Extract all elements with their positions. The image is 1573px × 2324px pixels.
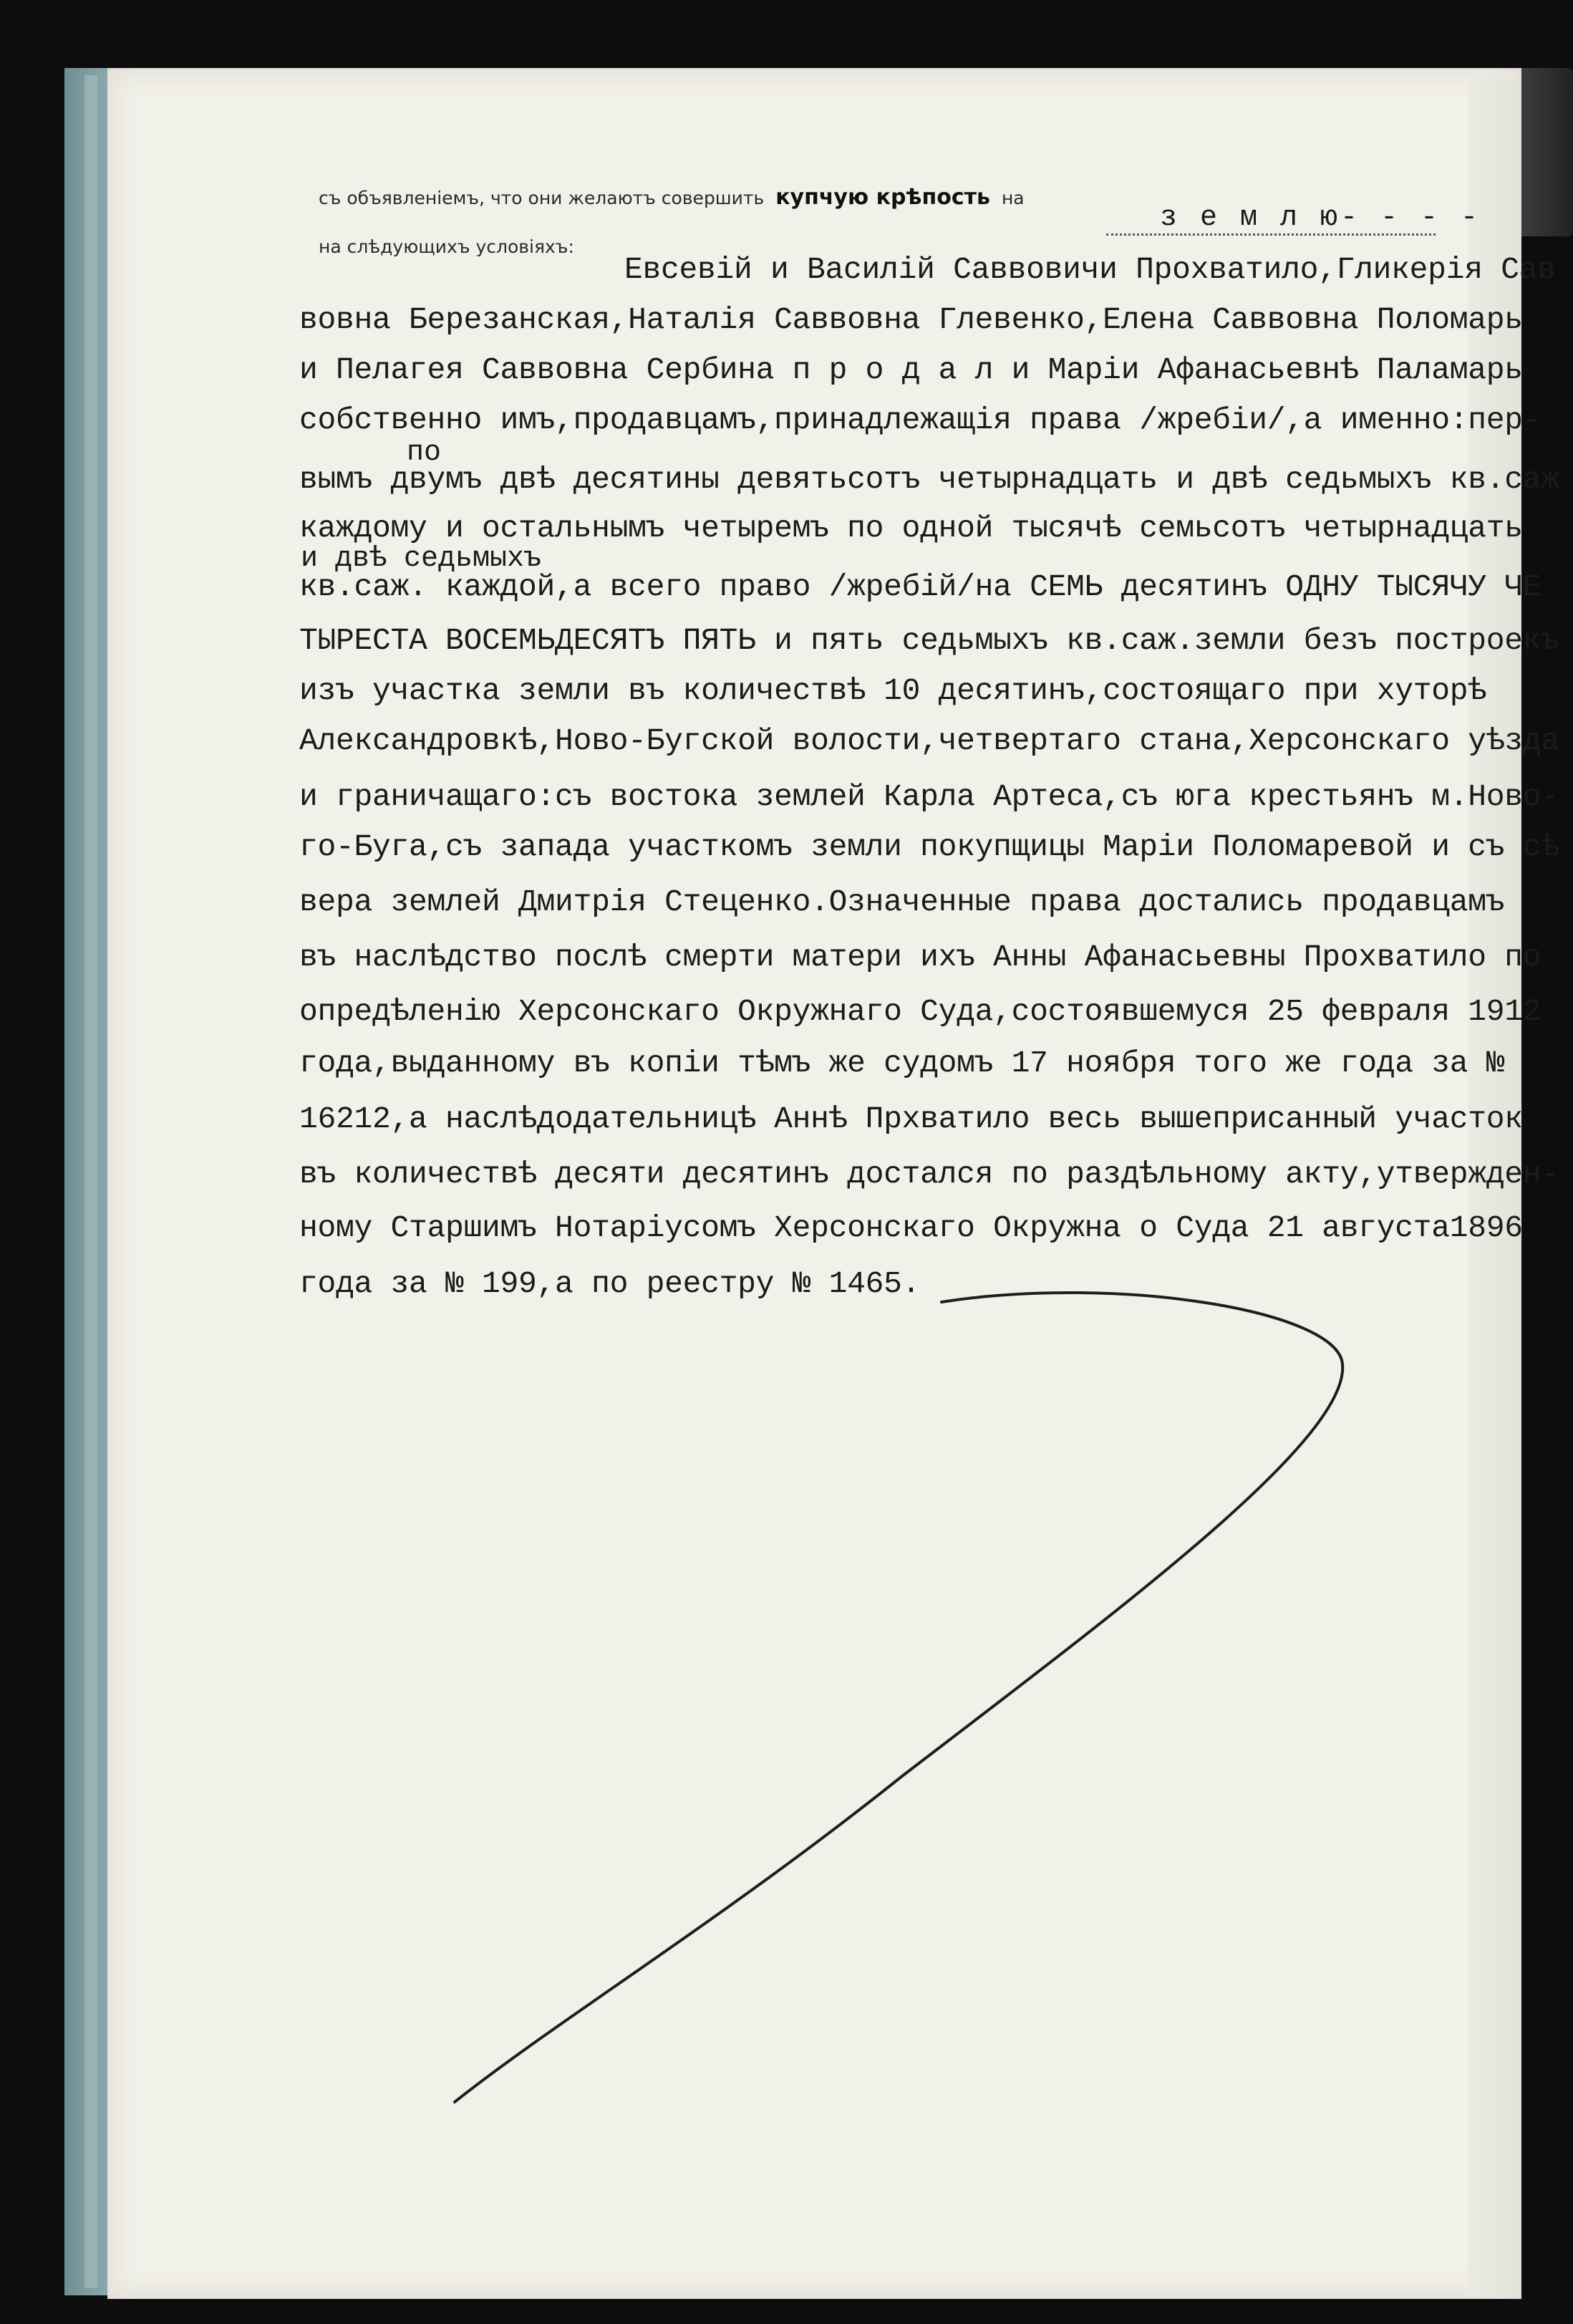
body-line: 16212,а наслѣдодательницѣ Аннѣ Прхватило весь вышеприсанный участок (299, 1101, 1523, 1137)
form-line-1-value: з е м л ю- - - - (1160, 202, 1481, 234)
body-line: въ наслѣдство послѣ смерти матери ихъ Анны Афанасьевны Прохватило по (299, 940, 1541, 975)
body-line: года за № 199,а по реестру № 1465. (299, 1266, 921, 1301)
body-line: Евсевій и Василій Саввовичи Прохватило,Гликерія Сав (624, 252, 1556, 287)
insert-two-sevenths: и двѣ седьмыхъ (301, 543, 542, 575)
body-line: года,выданному въ копіи тѣмъ же судомъ 17 ноября того же года за № (299, 1046, 1505, 1081)
body-line: въ количествѣ десяти десятинъ достался по раздѣльному акту,утвержден- (299, 1157, 1559, 1192)
body-line: ТЫРЕСТА ВОСЕМЬДЕСЯТЪ ПЯТЬ и пять седьмыхъ кв.саж.земли безъ построекъ (299, 623, 1559, 658)
form-line-1-suffix: на (1001, 188, 1025, 208)
insert-po: по (407, 437, 442, 469)
body-line: вовна Березанская,Наталія Саввовна Глевенко,Елена Саввовна Поломарь (299, 302, 1523, 337)
body-line: собственно имъ,продавцамъ,принадлежащія права /жребіи/,а именно:пер- (299, 402, 1541, 438)
body-line: вера землей Дмитрія Стеценко.Означенные права достались продавцамъ (299, 884, 1505, 920)
body-line: го-Буга,съ запада участкомъ земли покупщицы Маріи Поломаревой и съ сѣ (299, 829, 1559, 864)
body-line: и граничащаго:съ востока землей Карла Артеса,съ юга крестьянъ м.Ново- (299, 779, 1559, 814)
body-line: Александровкѣ,Ново-Бугской волости,четвертаго стана,Херсонскаго уѣзда (299, 723, 1559, 758)
body-line: вымъ двумъ двѣ десятины девятьсотъ четырнадцать и двѣ седьмыхъ кв.саж (299, 462, 1559, 497)
form-line-2: на слѣдующихъ условіяхъ: (319, 236, 574, 257)
body-line: изъ участка земли въ количествѣ 10 десятинъ,состоящаго при хуторѣ (299, 673, 1486, 708)
body-line: и Пелагея Саввовна Сербина п р о д а л и Маріи Афанасьевнѣ Паламарь (299, 352, 1523, 387)
body-line: кв.саж. каждой,а всего право /жребій/на СЕМЬ десятинъ ОДНУ ТЫСЯЧУ ЧЕ (299, 569, 1541, 604)
form-line-1-prefix: съ объявленіемъ, что они желаютъ совершить (319, 188, 765, 208)
body-line: каждому и остальнымъ четыремъ по одной тысячѣ семьсотъ четырнадцать (299, 511, 1523, 546)
body-line: опредѣленію Херсонскаго Окружнаго Суда,состоявшемуся 25 февраля 1912 (299, 994, 1541, 1029)
body-line: ному Старшимъ Нотаріусомъ Херсонскаго Окружна о Суда 21 августа1896 (299, 1210, 1523, 1245)
form-deed-type: купчую крѣпость (775, 185, 990, 210)
